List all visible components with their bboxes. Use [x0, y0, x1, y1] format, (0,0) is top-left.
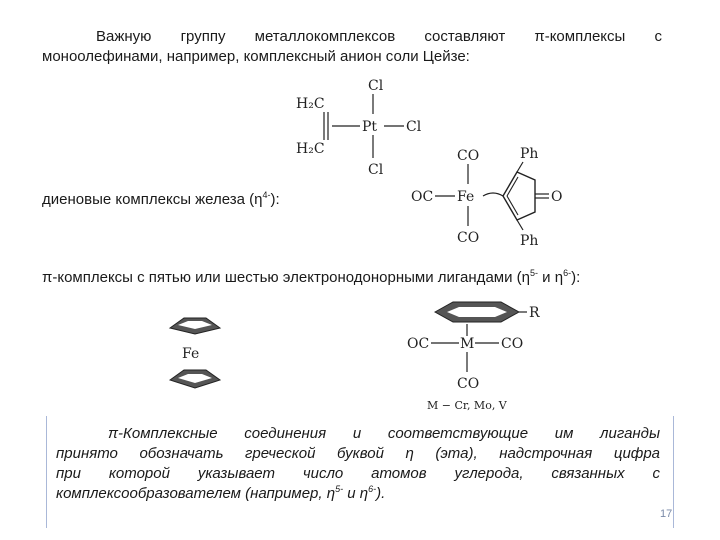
- ferrocene-metal: Fe: [182, 346, 200, 362]
- page-number: 17: [660, 508, 673, 520]
- iron-oxygen: O: [551, 189, 563, 205]
- arene-complex-structure: [405, 298, 555, 418]
- iron-ph-top: Ph: [520, 146, 539, 162]
- pi-label-mid: и η: [538, 269, 564, 286]
- arene-caption: M − Cr, Mo, V: [427, 399, 507, 412]
- iron-eta-arc: [483, 193, 503, 196]
- note-line-4-end: ).: [376, 485, 386, 502]
- pi-label-end: ):: [571, 269, 581, 286]
- diene-label: [42, 190, 280, 209]
- ph-top-bond: [517, 162, 523, 172]
- iron-co-top: CO: [457, 148, 480, 164]
- arene-complex-svg: [405, 298, 555, 418]
- cyclopentadienone-ring: [503, 172, 535, 220]
- iron-co-bottom: CO: [457, 230, 480, 246]
- note-line-2: принято обозначать греческой буквой η (эта), надстрочная цифра: [56, 445, 660, 462]
- arene-co-bottom: CO: [457, 376, 480, 392]
- iron-metal: Fe: [457, 189, 475, 205]
- pi-label-sup1: 5-: [529, 268, 538, 278]
- note-sup1: 5-: [335, 484, 344, 494]
- ferrocene-structure: [160, 308, 230, 398]
- note-line-4-mid: и η: [343, 485, 369, 502]
- pi-complexes-label: [42, 268, 580, 287]
- arene-oc: OC: [407, 336, 430, 352]
- iron-oc-left: OC: [411, 189, 434, 205]
- arene-metal: M: [460, 336, 475, 352]
- intro-line-2: моноолефинами, например, комплексный анион соли Цейзе:: [42, 48, 470, 65]
- ferrocene-svg: [160, 308, 230, 398]
- zeise-cl-top: Cl: [368, 78, 384, 94]
- arene-ring-inner: [447, 307, 507, 317]
- pi-label-text: π-комплексы с пятью или шестью электронодонорными лигандами (η: [42, 269, 530, 286]
- diene-label-text: диеновые комплексы железа (η: [42, 191, 263, 208]
- zeise-metal: Pt: [362, 119, 378, 135]
- note-line-4-start: комплексообразователем (например, η: [56, 485, 336, 502]
- diene-label-sup: 4-: [262, 190, 271, 200]
- intro-line-1: Важную группу металлокомплексов составляют π-комплексы с: [96, 28, 662, 45]
- zeise-cl-right: Cl: [406, 119, 422, 135]
- note-line-4: [56, 484, 660, 504]
- zeise-cl-bottom: Cl: [368, 162, 384, 178]
- iron-diene-svg: [405, 140, 575, 252]
- ph-bottom-bond: [517, 220, 523, 230]
- iron-ph-bottom: Ph: [520, 233, 539, 249]
- zeise-h2c-bottom: H₂C: [296, 141, 325, 157]
- note-line-1: π-Комплексные соединения и соответствующие им лиганды: [108, 425, 660, 442]
- note-line-3: при которой указывает число атомов углерода, связанных с: [56, 465, 660, 482]
- note-sup2: 6-: [368, 484, 377, 494]
- arene-r: R: [529, 305, 540, 321]
- arene-co-right: CO: [501, 336, 524, 352]
- diene-label-end: ):: [270, 191, 280, 208]
- zeise-h2c-top: H₂C: [296, 96, 325, 112]
- pi-label-sup2: 6-: [563, 268, 572, 278]
- iron-diene-structure: [405, 140, 575, 252]
